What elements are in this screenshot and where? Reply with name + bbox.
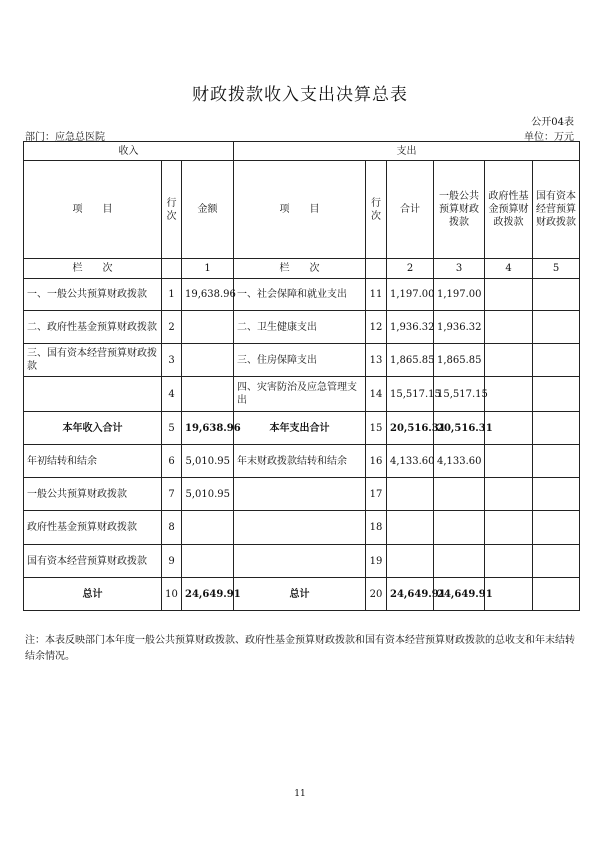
cell-ex-general: 1,197.00 (434, 279, 485, 311)
table-row (24, 311, 580, 344)
cell-ex-total: 4,133.60 (387, 445, 434, 478)
expense-general-header: 一般公共预算财政拨款 (434, 161, 485, 259)
cell-ex-no: 14 (366, 377, 387, 412)
cell-in-amt (182, 377, 234, 412)
cell-ex-no: 16 (366, 445, 387, 478)
income-header: 收入 (24, 142, 234, 161)
cell-ex-general: 4,133.60 (434, 445, 485, 478)
cell-ex-total: 1,936.32 (387, 311, 434, 344)
cell-in-item: 总计 (24, 578, 162, 611)
cell-in-item: 一般公共预算财政拨款 (24, 478, 162, 511)
table-row (24, 412, 580, 445)
cell-in-no: 1 (162, 279, 182, 311)
cell-empty (533, 412, 580, 445)
cell-in-amt: 24,649.91 (182, 578, 234, 611)
expense-total-header: 合计 (387, 161, 434, 259)
cell-empty (533, 377, 580, 412)
cell-ex-no: 15 (366, 412, 387, 445)
cell-ex-no: 13 (366, 344, 387, 377)
cell-ex-no: 12 (366, 311, 387, 344)
expense-rowno-header: 行次 (366, 161, 387, 259)
cell-in-item: 国有资本经营预算财政拨款 (24, 545, 162, 578)
income-amount-header: 金额 (182, 161, 234, 259)
cell-ex-item: 二、卫生健康支出 (234, 311, 366, 344)
cell-ex-no: 11 (366, 279, 387, 311)
cell-ex-no: 17 (366, 478, 387, 511)
cell-empty (533, 578, 580, 611)
col-number: 4 (485, 259, 533, 279)
cell-ex-total: 24,649.91 (387, 578, 434, 611)
expense-item-header: 项 目 (234, 161, 366, 259)
cell-empty (485, 445, 533, 478)
table-row (24, 578, 580, 611)
cell-empty (533, 344, 580, 377)
cell-in-no: 2 (162, 311, 182, 344)
table-row (24, 377, 580, 412)
cell-ex-total: 15,517.15 (387, 377, 434, 412)
budget-table (23, 141, 580, 611)
cell-empty (485, 478, 533, 511)
cell-ex-total (387, 511, 434, 545)
cell-ex-general: 1,865.85 (434, 344, 485, 377)
cell-empty (485, 377, 533, 412)
cell-empty (485, 511, 533, 545)
table-row (24, 511, 580, 545)
cell-empty (533, 511, 580, 545)
cell-in-no: 6 (162, 445, 182, 478)
cell-in-item: 年初结转和结余 (24, 445, 162, 478)
cell-ex-item: 年末财政拨款结转和结余 (234, 445, 366, 478)
col-label: 栏 次 (24, 259, 162, 279)
cell-ex-total: 1,865.85 (387, 344, 434, 377)
cell-ex-total (387, 478, 434, 511)
cell-empty (485, 344, 533, 377)
expense-statecapital-header: 国有资本经营预算财政拨款 (533, 161, 580, 259)
cell-in-amt: 5,010.95 (182, 478, 234, 511)
cell-empty (533, 478, 580, 511)
col-number: 3 (434, 259, 485, 279)
cell-ex-general (434, 545, 485, 578)
income-item-header: 项 目 (24, 161, 162, 259)
cell-ex-general: 15,517.15 (434, 377, 485, 412)
cell-ex-item (234, 478, 366, 511)
form-number: 公开04表 (531, 117, 574, 128)
cell-ex-no: 19 (366, 545, 387, 578)
unit-label: 单位：万元 (524, 132, 574, 143)
cell-in-no: 7 (162, 478, 182, 511)
cell-in-no: 4 (162, 377, 182, 412)
cell-ex-item (234, 545, 366, 578)
table-row (24, 545, 580, 578)
cell-ex-item: 本年支出合计 (234, 412, 366, 445)
table-row (24, 445, 580, 478)
cell-ex-item: 一、社会保障和就业支出 (234, 279, 366, 311)
cell-ex-no: 18 (366, 511, 387, 545)
cell-ex-item: 三、住房保障支出 (234, 344, 366, 377)
cell-in-amt (182, 344, 234, 377)
cell-empty (533, 311, 580, 344)
page-number: 11 (294, 789, 306, 799)
cell-in-amt (182, 311, 234, 344)
cell-ex-item: 四、灾害防治及应急管理支出 (234, 377, 366, 412)
cell-in-amt (182, 545, 234, 578)
cell-ex-total: 20,516.31 (387, 412, 434, 445)
cell-empty (485, 279, 533, 311)
cell-in-no: 10 (162, 578, 182, 611)
cell-in-item: 一、一般公共预算财政拨款 (24, 279, 162, 311)
cell-in-item: 本年收入合计 (24, 412, 162, 445)
cell-in-item (24, 377, 162, 412)
expense-header: 支出 (234, 142, 580, 161)
cell-empty (533, 545, 580, 578)
cell-in-amt: 19,638.96 (182, 412, 234, 445)
expense-govfund-header: 政府性基金预算财政拨款 (485, 161, 533, 259)
col-number: 2 (387, 259, 434, 279)
cell-in-item: 三、国有资本经营预算财政拨款 (24, 344, 162, 377)
cell-ex-general: 20,516.31 (434, 412, 485, 445)
cell-ex-general: 24,649.91 (434, 578, 485, 611)
cell-in-amt: 19,638.96 (182, 279, 234, 311)
cell-ex-general (434, 478, 485, 511)
table-row (24, 344, 580, 377)
table-note: 注：本表反映部门本年度一般公共预算财政拨款、政府性基金预算财政拨款和国有资本经营预算财政拨款的总收支和年末结转结余情况。 (25, 635, 575, 662)
cell-ex-general: 1,936.32 (434, 311, 485, 344)
report-title: 财政拨款收入支出决算总表 (192, 85, 408, 105)
cell-empty (485, 311, 533, 344)
department-label: 部门：应急总医院 (25, 132, 105, 143)
cell-ex-total (387, 545, 434, 578)
cell-in-amt: 5,010.95 (182, 445, 234, 478)
income-rowno-header: 行次 (162, 161, 182, 259)
table-row (24, 478, 580, 511)
cell-empty (533, 279, 580, 311)
cell-in-no: 3 (162, 344, 182, 377)
cell-ex-general (434, 511, 485, 545)
cell-in-item: 政府性基金预算财政拨款 (24, 511, 162, 545)
table-row (24, 279, 580, 311)
col-number: 1 (182, 259, 234, 279)
cell-empty (485, 545, 533, 578)
cell-in-item: 二、政府性基金预算财政拨款 (24, 311, 162, 344)
cell-in-no: 9 (162, 545, 182, 578)
cell-empty (533, 445, 580, 478)
cell-ex-item: 总计 (234, 578, 366, 611)
col-number: 5 (533, 259, 580, 279)
col-label: 栏 次 (234, 259, 366, 279)
cell-in-no: 5 (162, 412, 182, 445)
cell-in-amt (182, 511, 234, 545)
cell-in-no: 8 (162, 511, 182, 545)
cell-ex-total: 1,197.00 (387, 279, 434, 311)
cell-ex-no: 20 (366, 578, 387, 611)
cell-ex-item (234, 511, 366, 545)
